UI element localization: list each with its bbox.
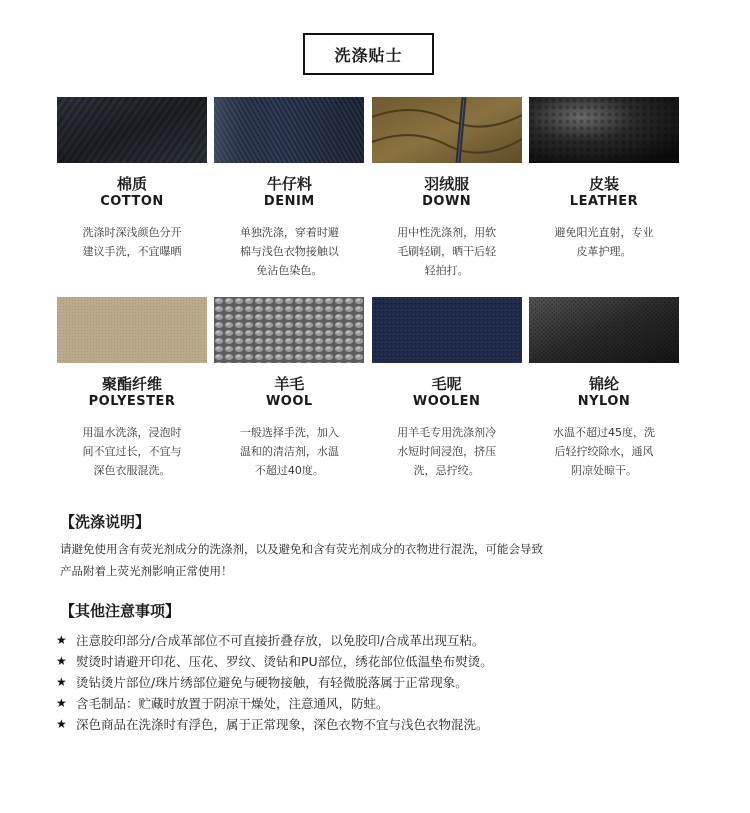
desc-line: 温和的清洁剂，水温 <box>239 445 339 458</box>
desc-line: 轻拍打。 <box>424 264 469 277</box>
desc-line: 棉与浅色衣物接触以 <box>239 245 339 258</box>
desc-line: 后轻拧绞除水，通风 <box>554 445 654 458</box>
fabric-description <box>372 223 522 280</box>
fabric-description <box>529 423 679 480</box>
desc-line: 洗涤时深浅颜色分开 <box>82 226 182 239</box>
fabric-en-name: POLYESTER <box>88 394 176 409</box>
fabric-cn-name: 羊毛 <box>274 375 305 393</box>
desc-line: 阴凉处晾干。 <box>570 464 637 477</box>
fabric-description <box>529 223 679 261</box>
star-icon: ★ <box>56 675 67 689</box>
fabric-card-woolen <box>372 297 522 480</box>
desc-line: 毛刷轻刷，晒干后轻 <box>397 245 497 258</box>
wash-instructions-heading: 【洗涤说明】 <box>60 513 151 531</box>
fabric-en-name: LEATHER <box>569 194 639 209</box>
notes-list <box>56 630 716 735</box>
list-item <box>56 630 716 651</box>
note-text: 注意胶印部分/合成革部位不可直接折叠存放，以免胶印/合成革出现互粘。 <box>76 633 485 648</box>
nylon-swatch <box>529 297 679 363</box>
desc-line: 免沾色染色。 <box>256 264 323 277</box>
page-title: 洗涤贴士 <box>303 33 434 75</box>
fabric-description <box>57 423 207 480</box>
desc-line: 避免阳光直射，专业 <box>554 226 654 239</box>
note-text: 烫钻烫片部位/珠片绣部位避免与硬物接触，有轻微脱落属于正常现象。 <box>76 675 468 690</box>
fabric-grid <box>57 97 679 477</box>
fabric-en-name: WOOLEN <box>412 394 481 409</box>
desc-line: 一般选择手洗，加入 <box>239 426 339 439</box>
fabric-cn-name: 牛仔料 <box>266 175 312 193</box>
fabric-description <box>57 223 207 261</box>
fabric-en-name: COTTON <box>100 194 164 209</box>
star-icon: ★ <box>56 654 67 668</box>
fabric-card-down <box>372 97 522 280</box>
fabric-description <box>214 423 364 480</box>
other-notes-heading: 【其他注意事项】 <box>60 602 181 620</box>
down-swatch <box>372 97 522 163</box>
star-icon: ★ <box>56 696 67 710</box>
woolen-swatch <box>372 297 522 363</box>
star-icon: ★ <box>56 717 67 731</box>
fabric-cn-name: 聚酯纤维 <box>101 375 162 393</box>
star-icon: ★ <box>56 633 67 647</box>
wash-instructions-text <box>60 538 690 582</box>
wool-swatch <box>214 297 364 363</box>
desc-line: 用中性洗涤剂，用软 <box>397 226 497 239</box>
fabric-cn-name: 棉质 <box>116 175 147 193</box>
wash-line: 请避免使用含有荧光剂成分的洗涤剂，以及避免和含有荧光剂成分的衣物进行混洗，可能会导致 <box>60 542 543 556</box>
fabric-en-name: WOOL <box>265 394 313 409</box>
fabric-row-2 <box>57 297 679 480</box>
desc-line: 单独洗涤，穿着时避 <box>239 226 339 239</box>
list-item <box>56 693 716 714</box>
cotton-swatch <box>57 97 207 163</box>
fabric-card-wool <box>214 297 364 480</box>
fabric-card-leather <box>529 97 679 280</box>
polyester-swatch <box>57 297 207 363</box>
desc-line: 不超过40度。 <box>254 464 324 477</box>
fabric-card-denim <box>214 97 364 280</box>
fabric-en-name: NYLON <box>577 394 631 409</box>
desc-line: 水短时间浸泡，挤压 <box>397 445 497 458</box>
desc-line: 洗，忌拧绞。 <box>413 464 480 477</box>
leather-swatch <box>529 97 679 163</box>
note-text: 深色商品在洗涤时有浮色，属于正常现象，深色衣物不宜与浅色衣物混洗。 <box>76 717 489 732</box>
list-item <box>56 672 716 693</box>
fabric-cn-name: 羽绒服 <box>424 175 470 193</box>
desc-line: 深色衣服混洗。 <box>93 464 171 477</box>
fabric-card-cotton <box>57 97 207 280</box>
fabric-en-name: DENIM <box>263 194 315 209</box>
fabric-cn-name: 皮装 <box>588 175 619 193</box>
fabric-description <box>372 423 522 480</box>
list-item <box>56 714 716 735</box>
note-text: 含毛制品：贮藏时放置于阴凉干燥处，注意通风，防蛀。 <box>76 696 389 711</box>
note-text: 熨烫时请避开印花、压花、罗纹、烫钻和PU部位，绣花部位低温垫布熨烫。 <box>76 654 493 669</box>
fabric-description <box>214 223 364 280</box>
fabric-cn-name: 锦纶 <box>588 375 619 393</box>
desc-line: 间不宜过长，不宜与 <box>82 445 182 458</box>
desc-line: 皮革护理。 <box>576 245 632 258</box>
desc-line: 用温水洗涤，浸泡时 <box>82 426 182 439</box>
fabric-card-nylon <box>529 297 679 480</box>
desc-line: 水温不超过45度，洗 <box>552 426 655 439</box>
list-item <box>56 651 716 672</box>
denim-swatch <box>214 97 364 163</box>
desc-line: 建议手洗，不宜曝晒 <box>82 245 182 258</box>
fabric-row-1 <box>57 97 679 280</box>
fabric-en-name: DOWN <box>422 194 472 209</box>
fabric-card-polyester <box>57 297 207 480</box>
desc-line: 用羊毛专用洗涤剂冷 <box>397 426 497 439</box>
fabric-cn-name: 毛呢 <box>431 375 462 393</box>
wash-line: 产品附着上荧光剂影响正常使用！ <box>60 564 233 578</box>
